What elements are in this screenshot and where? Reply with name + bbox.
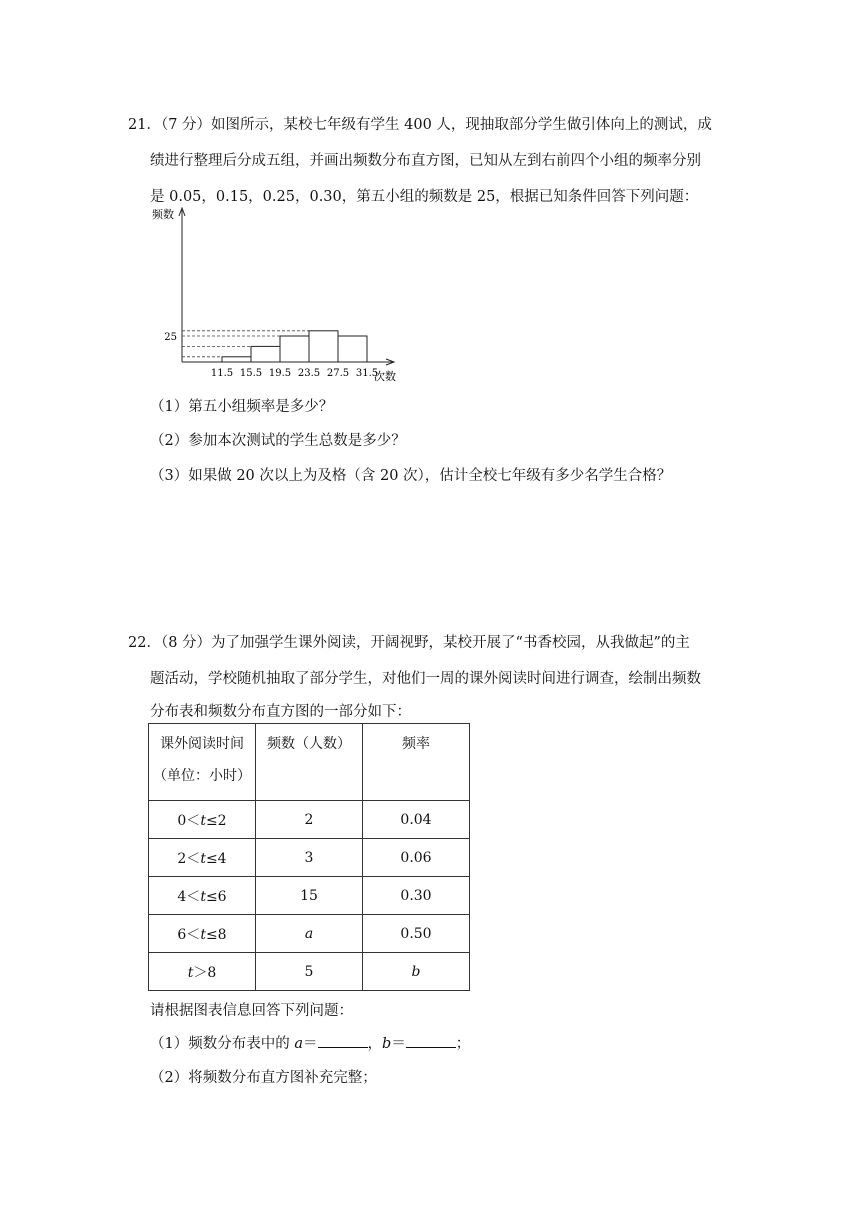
range-lower: 0＜ [177, 812, 201, 829]
range-var: t [200, 850, 206, 867]
q22-line-1: 22．（8 分）为了加强学生课外阅读，开阔视野，某校开展了“书香校园，从我做起”的主 [128, 635, 690, 651]
y-tick-label: 25 [164, 332, 177, 343]
x-tick-label: 23.5 [297, 368, 321, 379]
equals-sign: ＝ [303, 1036, 318, 1052]
cell-rate: 0.04 [363, 801, 470, 839]
header-count: 频数（人数） [256, 724, 363, 801]
histogram-bar [309, 331, 338, 362]
equals-sign: ＝ [391, 1036, 406, 1052]
cell-count: 3 [256, 839, 363, 877]
table-row [149, 801, 470, 839]
q21-sub-1: （1）第五小组频率是多少？ [150, 399, 334, 415]
x-tick-label: 11.5 [210, 368, 234, 379]
range-upper: ≤6 [205, 888, 227, 905]
q22-line-3: 分布表和频数分布直方图的一部分如下： [150, 704, 411, 720]
range-lower: 2＜ [177, 850, 201, 867]
table-header-row [149, 724, 470, 801]
x-tick-label: 15.5 [239, 368, 263, 379]
q21-line-2: 绩进行整理后分成五组，并画出频数分布直方图，已知从左到右前四个小组的频率分别 [150, 153, 701, 169]
range-var: t [200, 888, 206, 905]
table-row [149, 953, 470, 991]
var-b: b [382, 1036, 392, 1052]
q21-sub-2: （2）参加本次测试的学生总数是多少？ [150, 433, 406, 449]
range-upper: ≤2 [205, 812, 227, 829]
cell-count: 15 [256, 877, 363, 915]
q21-line-3: 是 0.05，0.15，0.25，0.30，第五小组的频数是 25，根据已知条件回答下列问题： [150, 189, 699, 205]
cell-count: a [256, 915, 363, 953]
histogram-bar [280, 336, 309, 362]
table-row [149, 915, 470, 953]
q22-sub-1 [150, 1032, 470, 1053]
q22-sub-2: （2）将频数分布直方图补充完整； [150, 1070, 377, 1086]
range-upper: ＞8 [193, 964, 217, 981]
range-var: t [187, 964, 194, 981]
var-a: a [294, 1036, 303, 1052]
range-var: t [200, 812, 206, 829]
table-row [149, 839, 470, 877]
header-time-line1: 课外阅读时间 [160, 736, 244, 752]
cell-rate: 0.50 [363, 915, 470, 953]
table-row [149, 877, 470, 915]
histogram-y-label: 频数 [152, 208, 174, 221]
end-punct: ； [455, 1036, 471, 1052]
range-upper: ≤8 [205, 926, 227, 943]
range-lower: 6＜ [177, 926, 201, 943]
cell-range [149, 915, 256, 953]
cell-range [149, 953, 256, 991]
x-tick-label: 31.5 [355, 368, 379, 379]
header-time [149, 724, 256, 801]
separator: ， [367, 1036, 382, 1052]
q22-line-2: 题活动，学校随机抽取了部分学生，对他们一周的课外阅读时间进行调查，绘制出频数 [150, 671, 701, 687]
x-tick-label: 19.5 [268, 368, 292, 379]
cell-range [149, 801, 256, 839]
range-lower: 4＜ [177, 888, 201, 905]
cell-range [149, 839, 256, 877]
x-tick-label: 27.5 [326, 368, 350, 379]
answer-blank-a[interactable] [318, 1033, 368, 1048]
cell-range [149, 877, 256, 915]
frequency-table [148, 723, 470, 991]
range-var: t [200, 926, 206, 943]
q21-sub-3: （3）如果做 20 次以上为及格（含 20 次），估计全校七年级有多少名学生合格？ [150, 468, 672, 484]
histogram-x-label: 次数 [374, 370, 396, 383]
frequency-histogram [150, 204, 410, 384]
answer-blank-b[interactable] [406, 1033, 456, 1048]
cell-rate: b [363, 953, 470, 991]
histogram-bar [251, 346, 280, 362]
histogram-bar [338, 336, 367, 362]
q22-prompt: 请根据图表信息回答下列问题： [150, 1003, 353, 1019]
cell-count: 5 [256, 953, 363, 991]
range-upper: ≤4 [205, 850, 227, 867]
q21-line-1: 21．（7 分）如图所示，某校七年级有学生 400 人，现抽取部分学生做引体向上的测试，成 [128, 117, 712, 133]
header-rate: 频率 [363, 724, 470, 801]
cell-rate: 0.30 [363, 877, 470, 915]
sub1-text: （1）频数分布表中的 [150, 1036, 295, 1052]
cell-count: 2 [256, 801, 363, 839]
histogram-bar [222, 357, 251, 362]
cell-rate: 0.06 [363, 839, 470, 877]
header-time-line2: （单位：小时） [153, 768, 251, 784]
